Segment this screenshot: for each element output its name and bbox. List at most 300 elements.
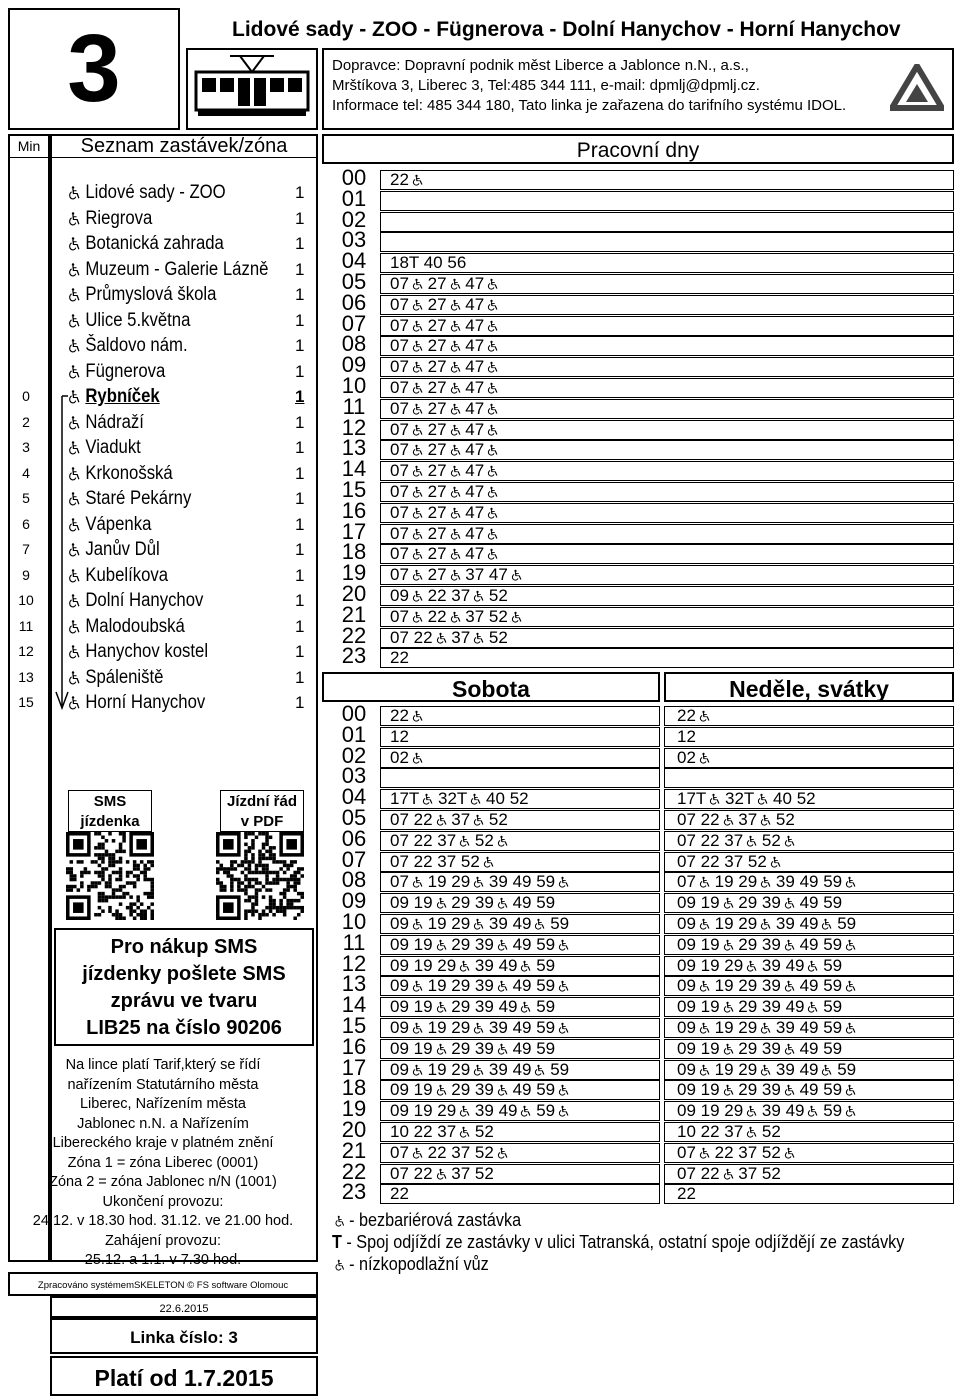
wheelchair-icon: [66, 414, 80, 430]
departure-minute: 29: [733, 893, 758, 913]
departure-minute: 09: [390, 955, 409, 975]
stop-travel-minutes: 11: [18, 617, 34, 634]
wheelchair-icon: [448, 319, 461, 332]
stop-name: Průmyslová škola: [85, 284, 217, 305]
wheelchair-icon: [448, 339, 461, 352]
wheelchair-icon: [410, 917, 423, 930]
departure-minute: 49: [507, 914, 532, 933]
departure-minute: 49: [794, 976, 819, 996]
hour-label: 13: [341, 435, 367, 461]
departure-minutes: [677, 706, 710, 726]
departure-minutes: [390, 503, 498, 523]
departure-minutes: [390, 316, 498, 336]
departure-minute: 49: [794, 893, 819, 913]
departure-minute: 19: [422, 976, 447, 996]
departure-minute: 39: [757, 976, 781, 996]
stop-name: Vápenka: [85, 513, 152, 535]
departure-minute: 39: [470, 976, 494, 996]
departure-minute: 59: [818, 934, 843, 954]
departure-minutes: [677, 1101, 856, 1121]
wheelchair-icon: [66, 337, 80, 353]
wheelchair-icon: [471, 589, 484, 602]
departure-minutes: [390, 976, 569, 996]
departure-minute: 07: [390, 274, 409, 293]
departure-minutes: [390, 1122, 494, 1142]
departure-minutes: [677, 1080, 856, 1100]
departure-minute: 19: [408, 955, 433, 975]
departure-minute: 22: [695, 810, 720, 829]
wheelchair-icon: [721, 1167, 734, 1180]
departure-minute: 59: [531, 1018, 556, 1037]
departure-minute: 19: [695, 955, 720, 975]
wheelchair-icon: [66, 312, 80, 328]
departure-minutes: [390, 727, 409, 747]
hour-label: 12: [341, 950, 367, 976]
stop-name: Riegrova: [85, 207, 153, 229]
legend-item: [332, 1210, 521, 1231]
stop-zone: 1: [295, 310, 305, 330]
departure-minute: 49: [493, 955, 518, 975]
wheelchair-icon: [448, 298, 461, 311]
departure-minute: 59: [531, 1038, 556, 1058]
wheelchair-icon: [66, 618, 80, 634]
wheelchair-icon: [485, 485, 498, 498]
departure-minute: 09: [677, 1059, 696, 1079]
departure-minute: 47: [460, 357, 485, 377]
hour-label: 14: [341, 992, 367, 1018]
departure-minutes: [390, 420, 498, 440]
departure-minute: 09: [677, 1018, 696, 1037]
departure-minute: 12: [390, 726, 409, 746]
wheelchair-icon: [758, 1063, 771, 1076]
stop-item: [66, 231, 224, 256]
wheelchair-icon: [448, 610, 461, 623]
stop-travel-minutes: 0: [22, 388, 30, 404]
operator-line: Dopravce: Dopravní podnik měst Liberce a Jablonce n.N., a.s.,: [332, 57, 749, 74]
departure-minute: 27: [422, 398, 447, 418]
departure-minutes: [390, 482, 498, 502]
timetable-row: [380, 648, 954, 668]
wheelchair-icon: [782, 896, 795, 909]
stop-travel-minutes: 7: [22, 541, 30, 557]
departure-minutes: [390, 524, 498, 544]
stop-item: [66, 257, 268, 282]
departure-minutes: [390, 357, 498, 377]
departure-minute: 19: [408, 934, 433, 954]
stop-item: [66, 333, 188, 358]
wheelchair-icon: [819, 917, 832, 930]
departure-minute: 07: [390, 544, 409, 564]
departure-minute: 39: [484, 914, 508, 933]
wheelchair-icon: [495, 1146, 508, 1159]
wheelchair-icon: [448, 277, 461, 290]
departure-minute: 22: [422, 586, 447, 605]
wheelchair-icon: [410, 298, 423, 311]
departure-minute: 49: [780, 955, 805, 975]
departure-minutes: [677, 1122, 781, 1142]
departure-minute: 49: [780, 997, 805, 1017]
stop-name: Šaldovo nám.: [85, 335, 188, 356]
departure-minute: 37: [432, 851, 457, 871]
timetable-row: [664, 1184, 954, 1204]
stop-item: [66, 435, 141, 460]
departure-minute: 27: [422, 294, 447, 314]
wheelchair-icon: [448, 402, 461, 415]
wheelchair-icon: [495, 938, 508, 951]
stop-item: [66, 206, 152, 231]
departure-minute: 52: [484, 627, 508, 647]
wheelchair-icon: [410, 381, 423, 394]
hour-label: 12: [341, 414, 367, 440]
departure-minute: 59: [531, 1080, 556, 1100]
wheelchair-icon: [66, 567, 80, 583]
wheelchair-icon: [485, 527, 498, 540]
departure-minutes: [390, 648, 409, 668]
departure-minutes: [390, 810, 508, 830]
stop-zone: 1: [295, 565, 305, 585]
wheelchair-icon: [66, 286, 80, 302]
departure-minute: 22: [695, 1122, 720, 1141]
wheelchair-icon: [721, 1000, 734, 1013]
departure-minute: 52: [456, 851, 480, 871]
qr-pdf-label-line: Jízdní řád: [226, 793, 297, 810]
stop-name: Janův Důl: [85, 539, 160, 560]
departure-minute: 39: [771, 872, 795, 892]
departure-minute: 09: [390, 976, 409, 996]
departure-minute: 47: [460, 544, 485, 564]
departure-minutes: [677, 976, 856, 996]
legend-text: - nízkopodlažní vůz: [344, 1254, 489, 1274]
departure-minute: 39: [757, 934, 781, 954]
hour-label: 10: [341, 373, 367, 398]
stop-name: Horní Hanychov: [85, 692, 206, 713]
stop-item: [66, 614, 185, 639]
stop-item: [66, 563, 168, 588]
departure-minute: 59: [545, 1059, 570, 1079]
hour-label: 18: [341, 539, 367, 565]
departure-minute: 07: [390, 565, 409, 585]
wheelchair-icon: [697, 1146, 710, 1159]
departure-minutes: [677, 810, 795, 830]
departure-minute: 47: [460, 440, 485, 460]
departure-minute: 07: [677, 851, 696, 871]
departure-minute: 07: [390, 315, 409, 335]
timetable-row: [664, 727, 954, 747]
wheelchair-icon: [434, 631, 447, 644]
departure-minute: 22: [390, 170, 409, 189]
departure-minute: 49: [507, 1018, 532, 1037]
qr-pdf-label-line: v PDF: [240, 813, 284, 830]
wheelchair-icon: [495, 834, 508, 847]
hour-label: 21: [341, 601, 367, 627]
wheelchair-icon: [485, 381, 498, 394]
stop-travel-minutes: [10, 359, 42, 384]
hour-label: 15: [341, 477, 367, 502]
hour-label: 01: [341, 185, 367, 211]
stop-zone: 1: [295, 183, 305, 202]
wheelchair-icon: [532, 1063, 545, 1076]
departure-minute: 07: [390, 398, 409, 418]
departure-minute: 07: [390, 482, 409, 501]
hour-label: 06: [341, 825, 367, 851]
stop-travel-minutes: 3: [22, 439, 30, 455]
wheelchair-icon: [410, 485, 423, 498]
wheelchair-icon: [434, 1083, 447, 1096]
wheelchair-icon: [448, 381, 461, 394]
wheelchair-icon: [485, 464, 498, 477]
departure-minute: 49: [507, 1080, 532, 1100]
departure-minute: 22: [695, 851, 720, 871]
hour-label: 08: [341, 867, 367, 893]
departure-minute: 29: [733, 914, 758, 933]
departure-minute: 47: [460, 398, 485, 418]
departure-minute: 09: [390, 914, 409, 933]
tariff-line: Libereckého kraje v platném znění: [52, 1135, 274, 1151]
hour-label: 11: [342, 929, 366, 955]
departure-minute: 12: [677, 726, 696, 746]
departure-minute: 47: [460, 336, 485, 356]
departure-minute: 19: [422, 1059, 447, 1079]
wheelchair-icon: [448, 506, 461, 519]
departure-minute: 07: [390, 1142, 409, 1162]
wheelchair-icon: [434, 938, 447, 951]
wheelchair-icon: [457, 834, 470, 847]
departure-minute: 22: [390, 1184, 409, 1204]
wheelchair-icon: [495, 1042, 508, 1055]
wheelchair-icon: [66, 261, 80, 277]
departure-minutes: [677, 1164, 781, 1184]
departure-minute: 52: [470, 1122, 494, 1141]
qr-code-pdf-timetable[interactable]: [216, 832, 304, 920]
wheelchair-icon: [333, 1258, 345, 1271]
departure-minutes: [390, 336, 498, 356]
departure-minute: 52: [757, 830, 781, 850]
wheelchair-icon: [518, 1104, 531, 1117]
departure-minute: 07: [390, 461, 409, 481]
departure-minute: 09: [390, 1080, 409, 1100]
wheelchair-icon: [485, 506, 498, 519]
wheelchair-icon: [697, 709, 710, 722]
workdays-title: Pracovní dny: [322, 134, 954, 164]
wheelchair-icon: [744, 959, 757, 972]
hour-label: 00: [341, 701, 367, 726]
departure-minute: 07: [390, 830, 409, 850]
minutes-header: Min: [8, 134, 50, 158]
hour-label: 09: [341, 352, 367, 378]
departure-minute: 27: [422, 357, 447, 377]
departure-minute: 07: [390, 810, 409, 829]
departure-minutes: [390, 831, 508, 851]
departure-minute: 22: [422, 606, 447, 626]
wheelchair-icon: [485, 298, 498, 311]
departure-minute: 07: [677, 1142, 696, 1162]
departure-minutes: [390, 893, 555, 913]
wheelchair-icon: [697, 1021, 710, 1034]
timetable-row: [380, 212, 954, 232]
stop-zone: 1: [295, 234, 305, 253]
wheelchair-icon: [768, 855, 781, 868]
timetable-row: [664, 768, 954, 788]
departure-minute: 52: [470, 1142, 494, 1162]
departure-minute: 52: [470, 1163, 494, 1183]
stop-name: Fügnerova: [85, 360, 166, 382]
departure-minute: 22: [695, 830, 720, 850]
departure-minute: 19: [709, 914, 734, 933]
departure-minute: 07: [677, 810, 696, 829]
qr-pdf-label: [220, 790, 304, 832]
wheelchair-icon: [843, 1083, 856, 1096]
tariff-info: [8, 1056, 318, 1271]
departure-minute: 27: [422, 461, 447, 481]
departure-minute: 39: [470, 1080, 494, 1100]
departure-minute: 09: [390, 997, 409, 1017]
departure-minute: 09: [390, 1101, 409, 1121]
departure-minutes: [390, 914, 569, 934]
wheelchair-icon: [509, 610, 522, 623]
tariff-line: Zóna 2 = zóna Jablonec n/N (1001): [49, 1174, 277, 1190]
tariff-line: nařízením Statutárního města: [67, 1076, 259, 1093]
wheelchair-icon: [66, 235, 80, 251]
wheelchair-icon: [471, 813, 484, 826]
departure-minute: 09: [390, 586, 409, 605]
hour-label: 16: [341, 497, 367, 523]
departure-minute: 09: [390, 1059, 409, 1079]
departure-minutes: [390, 565, 522, 585]
stop-name: Kubelíkova: [85, 564, 169, 586]
departure-minute: 19: [408, 893, 433, 913]
departure-minute: 52: [757, 1163, 781, 1183]
timetable-row: [380, 170, 954, 190]
company-logo-icon: [890, 64, 944, 112]
wheelchair-icon: [448, 443, 461, 456]
departure-minutes: [390, 295, 498, 315]
stop-item: [66, 180, 226, 205]
departure-minutes: [390, 607, 522, 627]
wheelchair-icon: [758, 813, 771, 826]
wheelchair-icon: [410, 568, 423, 581]
departure-minutes: [390, 1080, 569, 1100]
hour-label: 19: [341, 1096, 367, 1122]
wheelchair-icon: [843, 979, 856, 992]
departure-minute: 29: [446, 1038, 471, 1058]
wheelchair-icon: [843, 875, 856, 888]
stop-item: [66, 639, 208, 664]
stop-item: [66, 359, 165, 384]
departure-minute: 49: [794, 934, 819, 954]
wheelchair-icon: [448, 568, 461, 581]
departure-minute: 09: [677, 893, 696, 913]
departure-minutes: [677, 1184, 696, 1204]
departure-minutes: [390, 628, 508, 648]
departure-minute: 07: [390, 502, 409, 522]
stop-name: Malodoubská: [85, 615, 185, 637]
departure-minutes: [677, 893, 842, 913]
departure-minute: 10: [390, 1122, 409, 1141]
wheelchair-icon: [457, 1104, 470, 1117]
hour-label: 03: [341, 763, 367, 789]
wheelchair-icon: [468, 792, 481, 805]
stop-item: [66, 665, 163, 690]
sms-ticket-info: [54, 928, 314, 1046]
wheelchair-icon: [66, 643, 80, 659]
departure-minute: 49: [493, 997, 518, 1017]
wheelchair-icon: [556, 1021, 569, 1034]
departure-minute: 39: [757, 893, 781, 913]
departure-minute: 29: [733, 1018, 758, 1037]
departure-minute: 19: [422, 872, 447, 892]
wheelchair-icon: [471, 875, 484, 888]
wheelchair-icon: [410, 751, 423, 764]
departure-minute: 29: [446, 914, 471, 933]
departure-minute: 29: [733, 1080, 758, 1100]
departure-minute: 49: [507, 893, 532, 913]
stop-item: [66, 410, 144, 435]
departure-minute: 22: [408, 830, 433, 850]
wheelchair-icon: [410, 173, 423, 186]
wheelchair-icon: [410, 527, 423, 540]
departure-minutes: [390, 997, 555, 1017]
departure-minute: 19: [422, 914, 447, 933]
line-number: 3: [8, 8, 180, 130]
departure-minute: 39: [470, 1038, 494, 1058]
hour-label: 05: [341, 805, 367, 830]
departure-minute: 52: [484, 810, 508, 829]
wheelchair-icon: [410, 277, 423, 290]
stop-zone: 1: [295, 387, 305, 406]
timetable-row: [380, 232, 954, 252]
departure-minute: 07: [677, 1163, 696, 1183]
departure-minute: 37: [733, 1142, 758, 1162]
departure-minute: 07: [390, 440, 409, 460]
hour-label: 14: [341, 456, 367, 482]
departure-minute: 22: [677, 706, 696, 725]
departure-minutes: [390, 956, 555, 976]
qr-code-sms-ticket[interactable]: [66, 832, 154, 920]
tram-icon: [188, 50, 316, 128]
departure-minutes: [677, 1018, 856, 1038]
departure-minute: 19: [695, 893, 720, 913]
departure-minute: 37: [719, 851, 744, 871]
departure-minutes: [390, 253, 466, 273]
wheelchair-icon: [485, 319, 498, 332]
stop-name: Botanická zahrada: [85, 233, 224, 254]
wheelchair-icon: [485, 277, 498, 290]
sms-info-line: jízdenky pošlete SMS: [82, 963, 286, 985]
departure-minutes: [390, 586, 508, 606]
wheelchair-icon: [495, 979, 508, 992]
wheelchair-icon: [782, 1146, 795, 1159]
wheelchair-icon: [410, 610, 423, 623]
wheelchair-icon: [721, 896, 734, 909]
departure-minute: 37: [446, 1142, 471, 1162]
departure-minute: 27: [422, 502, 447, 522]
stop-travel-minutes: 15: [18, 694, 34, 710]
departure-minute: 59: [832, 914, 857, 933]
departure-minute: 07: [390, 357, 409, 377]
departure-minute: 39: [771, 1018, 795, 1037]
wheelchair-icon: [410, 464, 423, 477]
issue-date: 22.6.2015: [50, 1296, 318, 1318]
departure-minutes: [390, 170, 423, 190]
departure-minute: 27: [422, 482, 447, 501]
departure-minutes: [390, 706, 423, 726]
operator-line: Mrštíkova 3, Liberec 3, Tel:485 344 111, e-mail: dpmlj@dpmlj.cz.: [332, 77, 760, 94]
wheelchair-icon: [457, 959, 470, 972]
departure-minute: 09: [677, 1038, 696, 1058]
departure-minute: 37: [446, 627, 471, 647]
departure-minute: 47: [460, 274, 485, 293]
wheelchair-icon: [410, 402, 423, 415]
